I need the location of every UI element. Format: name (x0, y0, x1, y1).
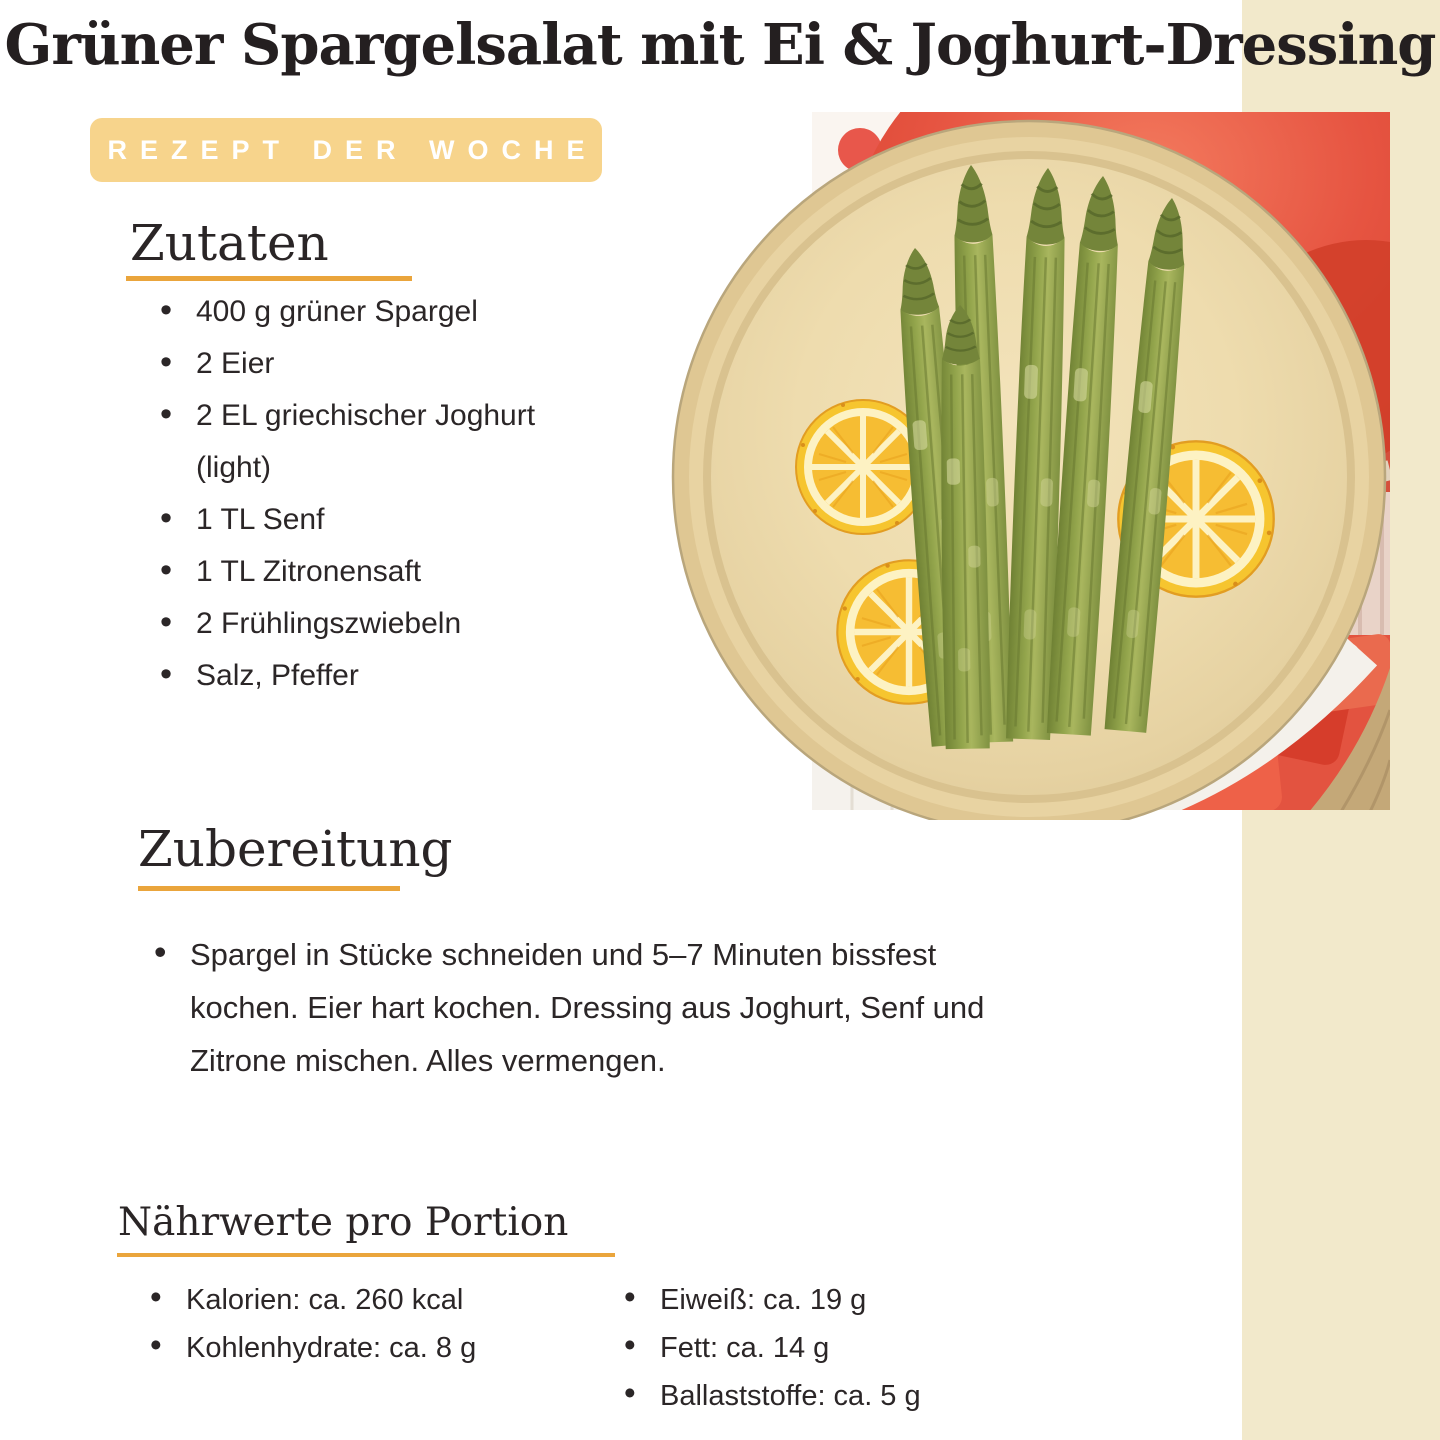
ingredient-item: • 2 Eier (158, 338, 598, 390)
ingredients-underline (126, 276, 412, 281)
page-title: Grüner Spargelsalat mit Ei & Joghurt-Dressing (4, 12, 1436, 78)
nutrition-item: • Ballaststoffe: ca. 5 g (622, 1372, 1072, 1420)
ingredient-item: • 2 Frühlingszwiebeln (158, 598, 598, 650)
ingredient-item: • 1 TL Senf (158, 494, 598, 546)
nutrition-item: • Kalorien: ca. 260 kcal (148, 1276, 598, 1324)
recipe-of-the-week-badge (90, 118, 602, 182)
nutrition-heading: Nährwerte pro Portion (118, 1200, 569, 1245)
nutrition-column-1 (148, 1276, 598, 1372)
ingredient-item: • 2 EL griechischer Joghurt (light) (158, 390, 598, 494)
nutrition-item: • Kohlenhydrate: ca. 8 g (148, 1324, 598, 1372)
ingredient-item: • Salz, Pfeffer (158, 650, 598, 702)
ingredients-heading: Zutaten (130, 214, 329, 272)
ingredient-item: • 1 TL Zitronensaft (158, 546, 598, 598)
nutrition-underline (117, 1253, 615, 1257)
nutrition-item: • Eiweiß: ca. 19 g (622, 1276, 1072, 1324)
badge-label: REZEPT DER WOCHE (107, 134, 598, 165)
nutrition-column-2 (622, 1276, 1072, 1420)
preparation-heading: Zubereitung (138, 820, 453, 878)
ingredient-item: • 400 g grüner Spargel (158, 286, 598, 338)
nutrition-item: • Fett: ca. 14 g (622, 1324, 1072, 1372)
preparation-steps (152, 928, 1032, 1087)
recipe-photo-asparagus-plate (660, 110, 1400, 820)
preparation-underline (138, 886, 400, 891)
ingredients-list (158, 286, 598, 702)
preparation-step: • Spargel in Stücke schneiden und 5–7 Minuten bissfest kochen. Eier hart kochen. Dressing aus Joghurt, Senf und Zitrone mischen. Alles vermengen. (152, 928, 1032, 1087)
